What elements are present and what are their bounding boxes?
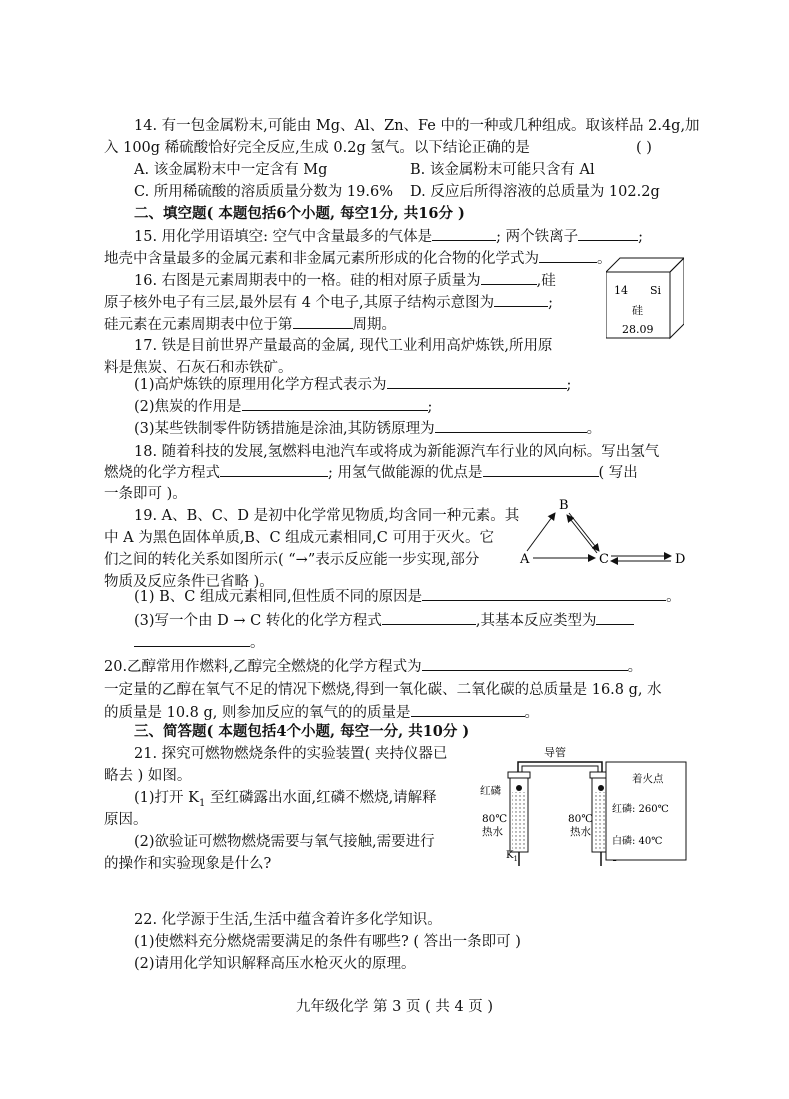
q14-option-b: B. 该金属粉末可能只含有 Al <box>410 162 595 178</box>
q21-line1: 21. 探究可燃物燃烧条件的实验装置( 夹持仪器已 <box>134 746 448 762</box>
connecting-tube <box>518 762 602 772</box>
q16-line3 <box>104 314 396 335</box>
q17-line1: 17. 铁是目前世界产量最高的金属, 现代工业利用高炉炼铁,所用原 <box>134 338 553 354</box>
q15-text-b: ; 两个铁离子 <box>496 229 579 245</box>
q21-sub2: (2)欲验证可燃物燃烧需要与氧气接触,需要进行 <box>134 834 435 850</box>
section-2-heading: 二、填空题( 本题包括6个小题, 每空1分, 共16分 ) <box>134 205 465 222</box>
q20-text-a2: 。 <box>627 659 643 675</box>
q14-option-c: C. 所用稀硫酸的溶质质量分数为 19.6% <box>134 184 393 200</box>
q17-sub1 <box>134 374 571 395</box>
q17-sub3-text: (3)某些铁制零件防锈措施是涂油,其防锈原理为 <box>134 421 435 437</box>
q18-line1: 18. 随着科技的发展,氢燃料电池汽车或将成为新能源汽车行业的风向标。写出氢气 <box>134 444 660 460</box>
arrow-a-to-b <box>527 513 555 551</box>
red-phosphorus-dot <box>516 785 522 791</box>
q19-sub1-text: (1) B、C 组成元素相同,但性质不同的原因是 <box>134 589 423 605</box>
q19-sub1-end: 。 <box>666 589 681 605</box>
q21-line6: 的操作和实验现象是什么? <box>104 856 272 872</box>
left-temp-label: 80℃ <box>482 813 508 825</box>
q16-line2 <box>104 292 553 313</box>
q19-line2: 中 A 为黑色固体单质,B、C 组成元素相同,C 可用于灭火。它 <box>104 530 494 546</box>
q15-text-d: 地壳中含量最多的金属元素和非金属元素所形成的化合物的化学式为 <box>104 251 539 267</box>
q16-blank-1 <box>481 270 537 285</box>
q20-line2: 一定量的乙醇在氧气不足的情况下燃烧,得到一氧化碳、二氧化碳的总质量是 16.8 g, 水 <box>104 682 662 698</box>
tube-label: 导管 <box>544 746 566 759</box>
q15-blank-2 <box>578 226 638 241</box>
q17-sub1-end: ; <box>566 377 572 393</box>
q19-blank-1 <box>422 586 666 601</box>
node-b: B <box>559 498 569 513</box>
page-footer: 九年级化学 第 3 页 ( 共 4 页 ) <box>295 999 494 1015</box>
q18-line2 <box>104 462 638 483</box>
q20-text-a: 20.乙醇常用作燃料,乙醇完全燃烧的化学方程式为 <box>104 659 422 675</box>
q19-sub2-end: 。 <box>250 635 265 651</box>
q22-line1: 22. 化学源于生活,生活中蕴含着许多化学知识。 <box>134 912 442 928</box>
q19-sub2 <box>134 610 634 631</box>
q19-blank-2 <box>382 610 476 625</box>
q22-sub1: (1)使燃料充分燃烧需要满足的条件有哪些? ( 答出一条即可 ) <box>134 934 521 950</box>
q15-blank-3 <box>539 248 597 263</box>
q17-sub2 <box>134 396 432 417</box>
red-phosphorus-ignition: 红磷: 260℃ <box>612 804 669 815</box>
q16-text-d: ; <box>548 295 554 311</box>
white-phosphorus-ignition: 白磷: 40℃ <box>612 836 663 847</box>
q14-line1: 14. 有一包金属粉末,可能由 Mg、Al、Zn、Fe 中的一种或几种组成。取该样品 2.4g,加 <box>134 118 700 134</box>
q20-blank-1 <box>422 656 628 671</box>
red-phosphorus-label: 红磷 <box>480 785 501 797</box>
q17-sub2-text: (2)焦炭的作用是 <box>134 399 242 415</box>
left-stopper <box>508 772 530 778</box>
q15-blank-1 <box>432 226 496 241</box>
q16-blank-3 <box>293 314 353 329</box>
q14-line2: 入 100g 稀硫酸恰好完全反应,生成 0.2g 氢气。以下结论正确的是 <box>104 140 530 156</box>
q15-text-c: ; <box>638 229 644 245</box>
element-name: 硅 <box>632 304 643 317</box>
q18-text-c: ; 用氢气做能源的优点是 <box>328 465 483 481</box>
k1-letter: K <box>506 850 514 861</box>
q15-line2 <box>104 248 612 269</box>
section-3-heading: 三、简答题( 本题包括4个小题, 每空一分, 共10分 ) <box>134 723 470 740</box>
combustion-apparatus-figure <box>478 742 690 872</box>
q15-text-e: 。 <box>597 251 612 267</box>
q19-line1: 19. A、B、C、D 是初中化学常见物质,均含同一种元素。其 <box>134 508 520 524</box>
arrow-c-to-b <box>567 515 597 553</box>
q20-text-c2: 。 <box>524 705 540 721</box>
q17-sub3 <box>134 418 601 439</box>
q21-sub1-subscript: 1 <box>198 797 206 809</box>
q16-text-f: 周期。 <box>352 317 396 333</box>
q18-line3: 一条即可 )。 <box>104 486 187 502</box>
q19-blank-3a <box>596 610 634 625</box>
q19-blank-3b <box>134 632 250 647</box>
right-temp-label: 80℃ <box>568 813 594 825</box>
q19-line4: 物质及反应条件已省略 )。 <box>104 574 274 590</box>
node-c: C <box>599 552 609 567</box>
white-phosphorus-dot <box>598 785 604 791</box>
ignition-point-title: 着火点 <box>632 773 664 785</box>
q16-text-e: 硅元素在元素周期表中位于第 <box>104 317 293 333</box>
connecting-tube-inner <box>522 766 598 772</box>
q16-blank-2 <box>494 292 548 307</box>
left-water <box>512 792 526 850</box>
q19-sub1 <box>134 586 681 607</box>
element-cell-si <box>606 256 684 340</box>
node-d: D <box>675 552 686 567</box>
element-atomic-mass: 28.09 <box>622 323 654 336</box>
q20-text-c: 的质量是 10.8 g, 则参加反应的氧气的的质量是 <box>104 705 411 721</box>
left-water-label: 热水 <box>482 826 503 838</box>
q17-blank-1 <box>387 374 567 389</box>
arrow-b-to-c <box>569 513 599 551</box>
q18-text-b: 燃烧的化学方程式 <box>104 465 220 481</box>
q14-option-a: A. 该金属粉末中一定含有 Mg <box>134 162 328 178</box>
q16-text-a: 16. 右图是元素周期表中的一格。硅的相对原子质量为 <box>134 273 481 289</box>
q17-sub3-end: 。 <box>586 421 602 437</box>
q19-sub2-text: (3)写一个由 D → C 转化的化学方程式 <box>134 613 382 629</box>
node-a: A <box>520 552 530 567</box>
q20-blank-2 <box>411 702 525 717</box>
right-water-label: 热水 <box>570 826 591 838</box>
q22-sub2: (2)请用化学知识解释高压水枪灭火的原理。 <box>134 956 416 972</box>
q17-blank-3 <box>435 418 587 433</box>
q17-sub2-end: ; <box>427 399 433 415</box>
q16-text-c: 原子核外电子有三层,最外层有 4 个电子,其原子结构示意图为 <box>104 295 495 311</box>
k1-subscript: 1 <box>513 855 518 863</box>
q15-line1 <box>134 226 643 247</box>
q17-sub1-text: (1)高炉炼铁的原理用化学方程式表示为 <box>134 377 387 393</box>
q15-text-a: 15. 用化学用语填空: 空气中含量最多的气体是 <box>134 229 433 245</box>
element-atomic-number: 14 <box>614 284 628 297</box>
q21-line4: 原因。 <box>104 812 148 828</box>
q14-answer-paren: ( ) <box>636 140 652 156</box>
q16-line1 <box>134 270 556 291</box>
q18-text-d: ( 写出 <box>598 465 638 481</box>
q20-line1 <box>104 656 642 677</box>
q18-blank-2 <box>483 462 599 477</box>
q19-line3: 们之间的转化关系如图所示( “→”表示反应能一步实现,部分 <box>104 552 480 568</box>
q19-conversion-diagram <box>515 495 695 575</box>
q18-blank-1 <box>220 462 328 477</box>
q21-sub1-text2: 至红磷露出水面,红磷不燃烧,请解释 <box>205 790 437 806</box>
q20-line3 <box>104 702 539 723</box>
q14-option-d: D. 反应后所得溶液的总质量为 102.2g <box>410 184 660 200</box>
element-symbol: Si <box>650 284 662 297</box>
q19-sub2-cont <box>134 632 265 653</box>
q17-blank-2 <box>242 396 428 411</box>
q21-sub1-text: (1)打开 K <box>134 790 199 806</box>
q21-sub1 <box>134 788 437 814</box>
q16-text-b: ,硅 <box>536 273 556 289</box>
q17-line2: 料是焦炭、石灰石和赤铁矿。 <box>104 360 293 376</box>
q21-line2: 略去 ) 如图。 <box>104 768 192 784</box>
q19-sub2-mid: ,其基本反应类型为 <box>475 613 597 629</box>
